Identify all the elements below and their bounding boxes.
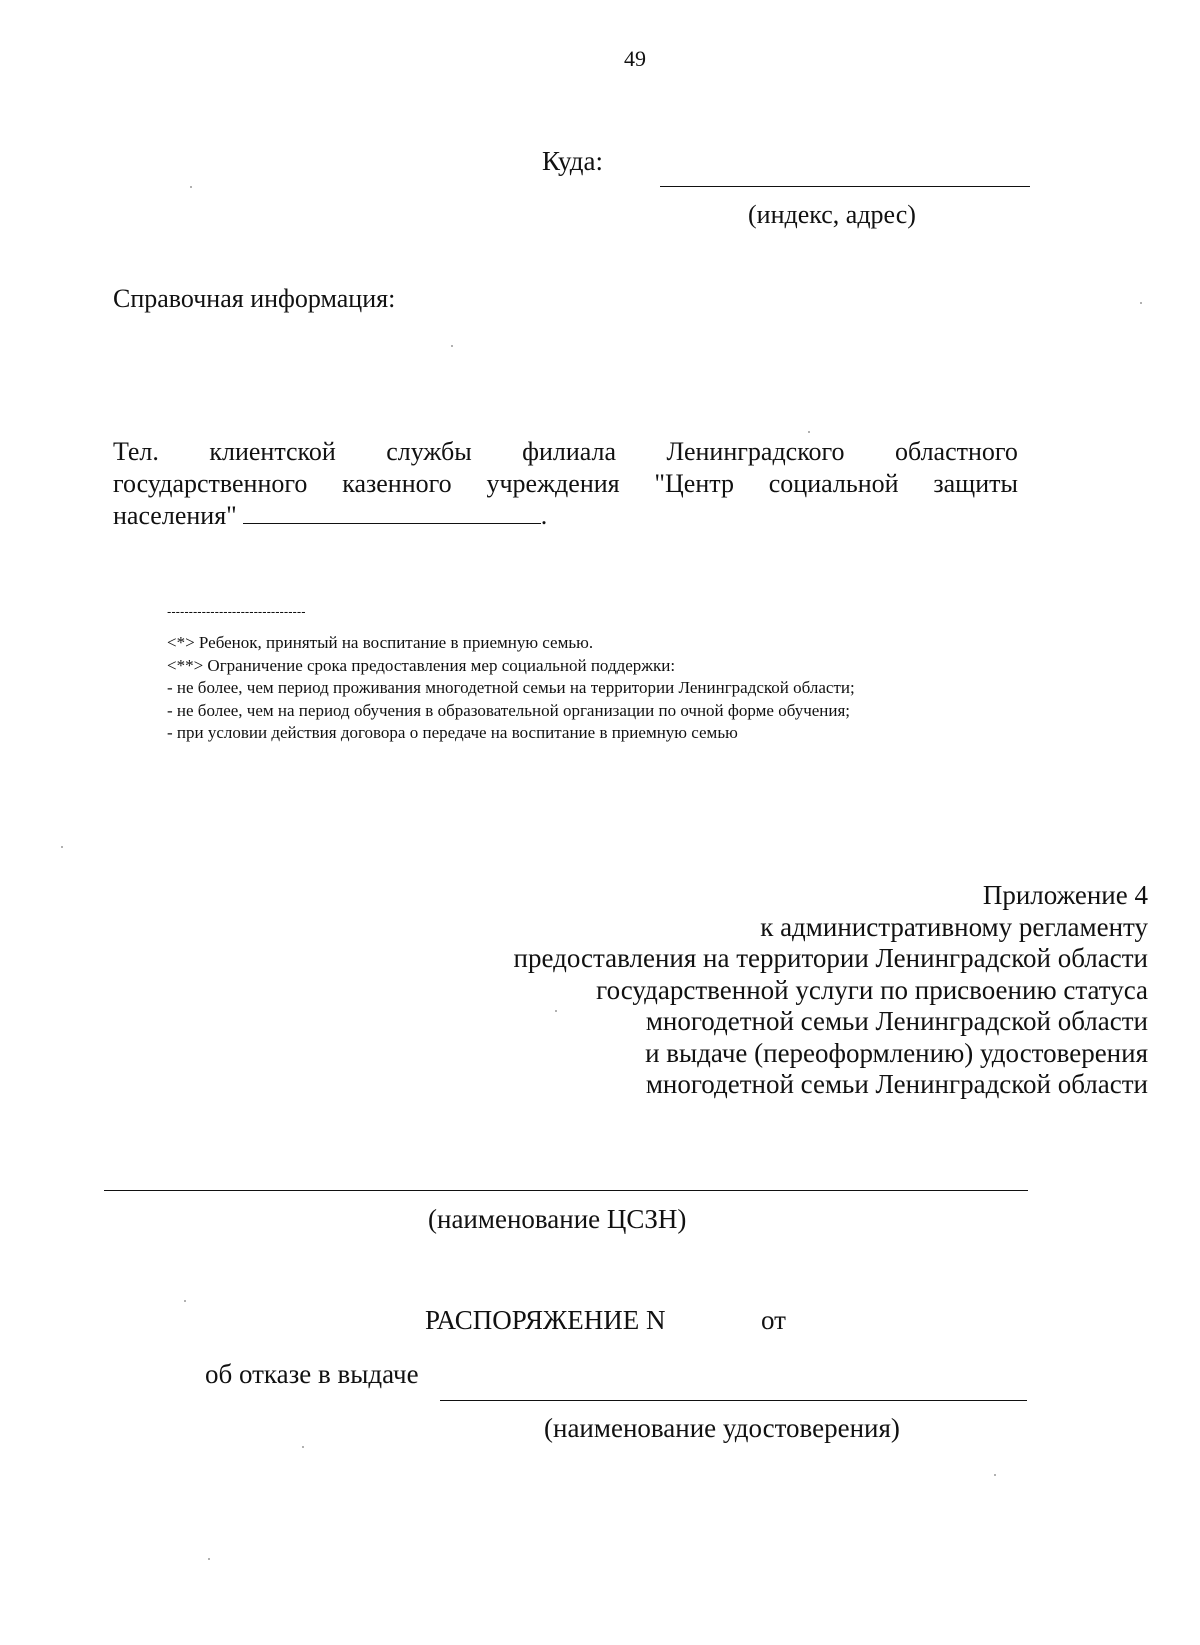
- appendix-line: предоставления на территории Ленинградской области: [513, 943, 1148, 973]
- phone-line-1: [113, 436, 1018, 468]
- footnote-item: - не более, чем период проживания многодетной семьи на территории Ленинградской области;: [167, 678, 855, 697]
- addressee-line: [660, 186, 1030, 187]
- word: клиентской: [209, 437, 336, 466]
- footnote-item: - не более, чем на период обучения в образовательной организации по очной форме обучения;: [167, 700, 851, 720]
- population-word: населения": [113, 501, 237, 530]
- scan-speck: [190, 186, 192, 188]
- scan-speck: [808, 431, 810, 433]
- refusal-label: об отказе в выдаче: [205, 1359, 419, 1389]
- scan-speck: [555, 1010, 557, 1012]
- word: защиты: [933, 469, 1018, 498]
- certificate-name-hint: (наименование удостоверения): [544, 1413, 900, 1443]
- appendix-line: и выдаче (переоформлению) удостоверения: [645, 1037, 1148, 1068]
- scan-speck: [208, 1558, 210, 1560]
- phone-line-3: [113, 500, 1018, 532]
- page-number: 49: [624, 46, 646, 71]
- appendix-line: многодетной семьи Ленинградской области: [645, 1006, 1148, 1036]
- appendix-header: [514, 880, 1148, 1101]
- org-name-line: [104, 1190, 1028, 1191]
- footnote-separator: --------------------------------: [167, 604, 306, 619]
- scan-speck: [994, 1474, 996, 1476]
- appendix-line: Приложение 4: [982, 880, 1148, 910]
- word: службы: [386, 437, 472, 466]
- scan-speck: [184, 1300, 186, 1302]
- footnote-item: <**> Ограничение срока предоставления мер социальной поддержки:: [167, 655, 676, 675]
- order-title: РАСПОРЯЖЕНИЕ N: [425, 1305, 666, 1335]
- phone-block: [113, 436, 1018, 532]
- phone-line-2: [113, 468, 1018, 500]
- footnote-item: <*> Ребенок, принятый на воспитание в приемную семью.: [167, 633, 594, 652]
- word: казенного: [342, 469, 452, 498]
- phone-number-blank: [243, 501, 541, 524]
- word: филиала: [522, 437, 617, 466]
- scan-speck: [61, 846, 63, 848]
- word: областного: [895, 437, 1018, 466]
- certificate-name-line: [440, 1400, 1027, 1401]
- word: Ленинградского: [666, 437, 845, 466]
- appendix-line: государственной услуги по присвоению статуса: [596, 974, 1148, 1005]
- scan-speck: [1140, 302, 1142, 304]
- footnote-item: - при условии действия договора о передаче на воспитание в приемную семью: [167, 723, 738, 742]
- addressee-hint: (индекс, адрес): [748, 200, 916, 229]
- appendix-line: многодетной семьи Ленинградской области: [645, 1069, 1148, 1099]
- appendix-line: к административному регламенту: [760, 911, 1148, 942]
- reference-heading: Справочная информация:: [113, 284, 396, 313]
- order-date-label: от: [761, 1305, 786, 1335]
- word: государственного: [113, 469, 308, 498]
- word: учреждения: [486, 469, 620, 498]
- footnotes: [167, 632, 855, 745]
- org-name-hint: (наименование ЦСЗН): [428, 1204, 687, 1234]
- addressee-label: Куда:: [542, 146, 604, 176]
- scan-speck: [451, 345, 453, 347]
- word: Тел.: [113, 437, 159, 466]
- word: социальной: [768, 469, 899, 498]
- period: .: [540, 501, 548, 530]
- word: "Центр: [654, 469, 734, 498]
- scan-speck: [302, 1446, 304, 1448]
